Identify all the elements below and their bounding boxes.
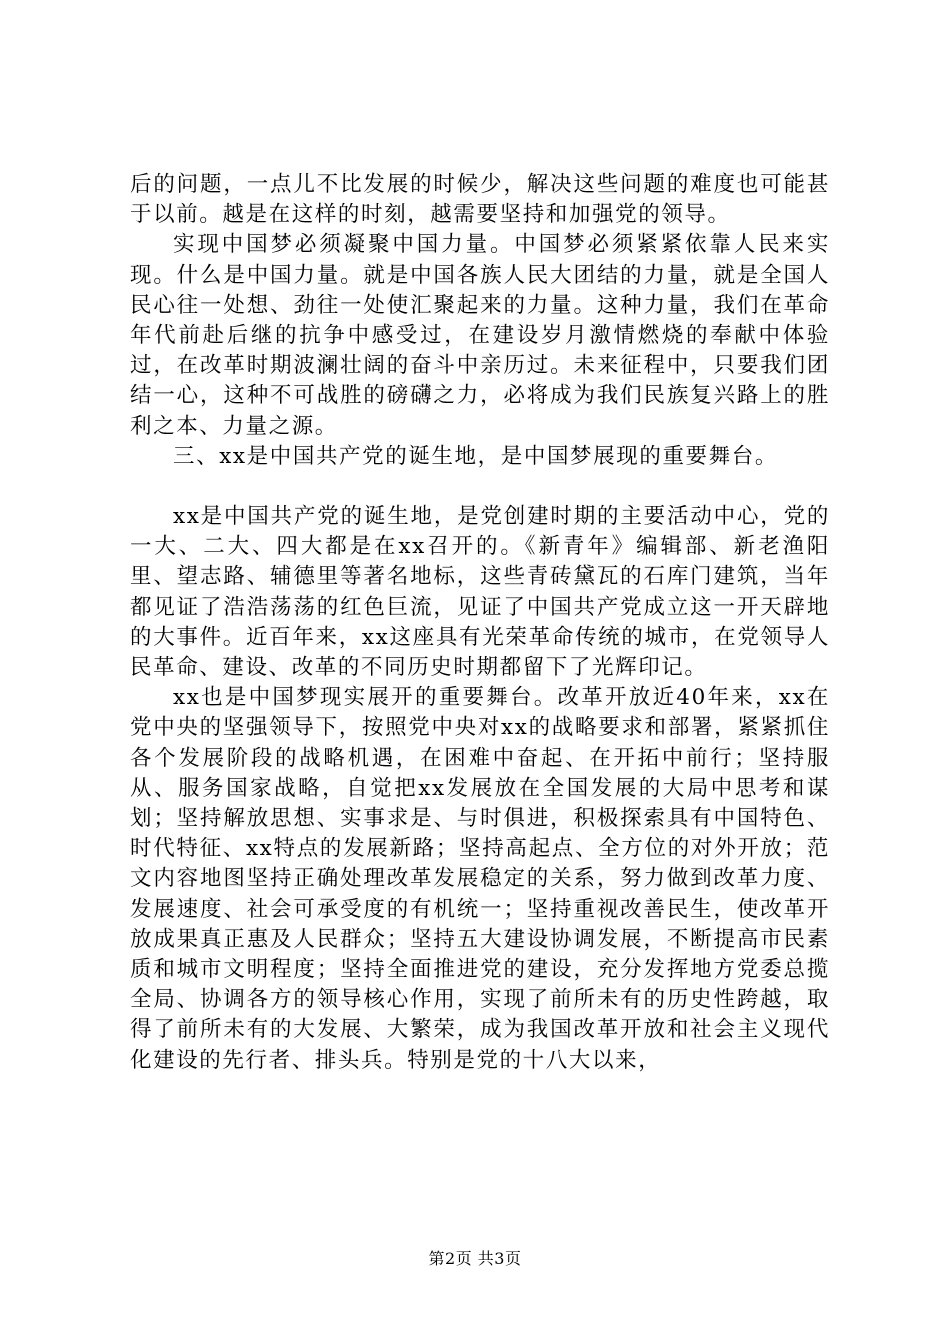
document-body [130,170,830,1076]
paragraph-continuation: 后的问题，一点儿不比发展的时候少，解决这些问题的难度也可能甚于以前。越是在这样的时刻，越需要坚持和加强党的领导。 [130,172,830,228]
paragraph-reform-stage: xx也是中国梦现实展开的重要舞台。改革开放近40年来，xx在党中央的坚强领导下，按照党中央对xx的战略要求和部署，紧紧抓住各个发展阶段的战略机遇，在困难中奋起、在开拓中前行；坚持服从、服务国家战略，自觉把xx发展放在全国发展的大局中思考和谋划；坚持解放思想、实事求是、与时俱进，积极探索具有中国特色、时代特征、xx特点的发展新路；坚持高起点、全方位的对外开放；范文内容地图坚持正确处理改革发展稳定的关系，努力做到改革力度、发展速度、社会可承受度的有机统一；坚持重视改善民生，使改革开放成果真正惠及人民群众；坚持五大建设协调发展，不断提高市民素质和城市文明程度；坚持全面推进党的建设，充分发挥地方党委总揽全局、协调各方的领导核心作用，实现了前所未有的历史性跨越，取得了前所未有的大发展、大繁荣，成为我国改革开放和社会主义现代化建设的先行者、排头兵。特别是党的十八大以来， [130,685,830,1073]
page-number-footer: 第2页 共3页 [428,1249,522,1268]
section-heading-three: 三、xx是中国共产党的诞生地，是中国梦展现的重要舞台。 [173,443,778,469]
paragraph-chinese-strength: 实现中国梦必须凝聚中国力量。中国梦必须紧紧依靠人民来实现。什么是中国力量。就是中国各族人民大团结的力量，就是全国人民心往一处想、劲往一处使汇聚起来的力量。这种力量，我们在革命年代前赴后继的抗争中感受过，在建设岁月激情燃烧的奉献中体验过，在改革时期波澜壮阔的奋斗中亲历过。未来征程中，只要我们团结一心，这种不可战胜的磅礴之力，必将成为我们民族复兴路上的胜利之本、力量之源。 [130,232,830,439]
paragraph-birthplace: xx是中国共产党的诞生地，是党创建时期的主要活动中心，党的一大、二大、四大都是在xx召开的。《新青年》编辑部、新老渔阳里、望志路、辅德里等著名地标，这些青砖黛瓦的石库门建筑，当年都见证了浩浩荡荡的红色巨流，见证了中国共产党成立这一开天辟地的大事件。近百年来，xx这座具有光荣革命传统的城市，在党领导人民革命、建设、改革的不同历史时期都留下了光辉印记。 [130,504,830,681]
